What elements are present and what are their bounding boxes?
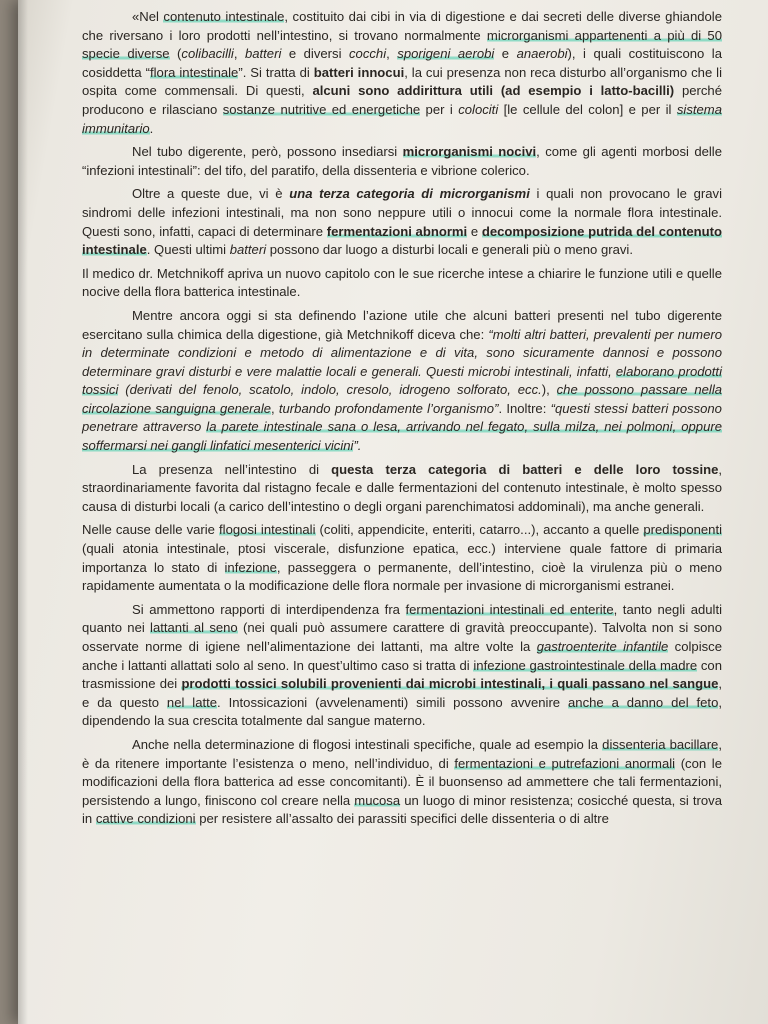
highlighted-text: predisponenti (643, 522, 722, 538)
text-segment: ( (118, 382, 130, 398)
text-segment: colociti (458, 101, 499, 117)
text-segment: , (386, 46, 398, 62)
text-segment: Mentre ancora oggi si sta definendo l’azione utile che alcuni batteri presenti nel tubo digerente esercitano sulla chimica della digestione, già Metchnikoff diceva che: (82, 307, 722, 342)
text-segment: e (494, 46, 517, 62)
text-segment: per i (420, 101, 459, 117)
highlighted-text: mucosa (354, 792, 401, 808)
paragraph (82, 736, 722, 829)
highlighted-text: flogosi intestinali (219, 522, 316, 538)
highlighted-text: elaborano prodotti tossici (82, 363, 722, 398)
highlighted-text: che possono passare nella circolazione sanguigna generale (82, 382, 723, 416)
text-segment: (nei quali può assumere carattere di gravità preoccupante). Talvolta non si sono osservate norme di igiene nell’alimentazione dei lattanti, ma altre volte la (82, 620, 722, 654)
text-segment: Il medico dr. Metchnikoff apriva un nuovo capitolo con le sue ricerche intese a chiarire le funzione utili e quelle nocive della flora batterica intestinale. (82, 265, 722, 300)
paragraph (82, 185, 722, 259)
paragraph (82, 143, 722, 180)
text-segment: ), i quali costituiscono la cosiddetta “ (82, 46, 722, 80)
book-page (18, 0, 768, 1024)
highlighted-text: decomposizione putrida del contenuto intestinale (82, 223, 723, 258)
text-segment: Anche nella determinazione di flogosi intestinali specifiche, quale ad esempio la (132, 736, 603, 752)
highlighted-text: sporigeni aerobi (397, 46, 495, 62)
page-gutter-shadow (18, 0, 28, 1024)
text-segment: perché producono e rilasciano (82, 83, 722, 117)
text-segment: questa terza categoria di batteri e delle loro tossine (331, 461, 719, 477)
text-segment: batteri innocui (313, 64, 405, 80)
text-segment: , dipendendo la sua crescita totalmente dal sangue materno. (82, 694, 722, 729)
text-segment: i quali non provocano le gravi sindromi delle infezioni intestinali, ma non sono neppure utili o innocui come la normale flora intestinale. Questi sono, infatti, capaci di determinare (82, 186, 723, 239)
highlighted-text: nel latte (166, 694, 218, 710)
text-segment: una terza categoria di microrganismi (289, 186, 530, 202)
highlighted-text: lattanti al seno (150, 620, 238, 636)
text-segment: “molti altri batteri, prevalenti per numero in determinate condizioni e metodo di alimentazione e di vita, sono sicuramente dannosi e possono determinare gravi disturbi e vere malattie locali e generali. Questi microbi intestinali, infatti, (82, 326, 723, 379)
text-segment: “questi stessi batteri possono penetrare attraverso (82, 400, 722, 435)
text-segment: , tanto negli adulti quanto nei (82, 601, 722, 636)
text-segment: La presenza nell’intestino di (132, 461, 332, 477)
highlighted-text: microrganismi nocivi (402, 144, 537, 160)
text-segment: colpisce anche i lattanti allattati solo al seno. In quest’ultimo caso si tratta di (82, 639, 722, 673)
text-segment: Si ammettono rapporti di interdipendenza fra (132, 601, 406, 617)
paragraph (82, 265, 722, 302)
text-segment: e (467, 223, 482, 239)
text-segment: cocchi (349, 46, 387, 62)
highlighted-text: microrganismi appartenenti a più di 50 specie diverse (82, 27, 722, 62)
text-segment: , (271, 400, 279, 416)
text-segment: [le cellule del colon] e per il (498, 101, 677, 117)
highlighted-text: fermentazioni e putrefazioni anormali (454, 755, 676, 771)
highlighted-text: prodotti tossici solubili provenienti dai microbi intestinali, i quali passano nel sangue (181, 676, 719, 692)
text-segment: . Inoltre: (498, 400, 551, 416)
paragraph (82, 461, 722, 517)
text-segment: (con le modificazioni della flora batterica ad esse concomitanti). È il buonsenso ad ammettere che tali fermentazioni, persistendo a lungo, finiscono col creare nella (82, 755, 722, 808)
text-segment: batteri (244, 46, 282, 62)
text-segment: colibacilli (181, 46, 234, 62)
page-body-text (82, 8, 722, 834)
text-segment: Nelle cause delle varie (82, 522, 220, 538)
text-segment: ”. Si tratta di (238, 64, 314, 80)
highlighted-text: la parete intestinale sana o lesa, arrivando nel fegato, sulla milza, nei polmoni, oppure soffermarsi nei gangli linfatici mesenterici vicini (82, 419, 722, 454)
text-segment: (quali atonia intestinale, ptosi viscerale, disfunzione epatica, ecc.) interviene quale fattore di primaria importanza lo stato di (82, 541, 722, 575)
paragraph (82, 521, 722, 595)
highlighted-text: infezione gastrointestinale della madre (473, 657, 698, 673)
highlighted-text: infezione (224, 559, 277, 575)
text-segment: anaerobi (516, 46, 568, 62)
text-segment: , come gli agenti morbosi delle “infezioni intestinali”: del tifo, del paratifo, della dissenteria e vibrione colerico. (82, 144, 722, 178)
highlighted-text: cattive condizioni (95, 811, 196, 827)
paragraph (82, 601, 722, 731)
text-segment: . (149, 120, 154, 136)
text-segment: per resistere all’assalto dei parassiti specifici delle dissenteria o di altre (195, 811, 609, 827)
highlighted-text: fermentazioni intestinali ed enterite (405, 601, 614, 617)
text-segment: . Intossicazioni (avvelenamenti) simili possono avvenire (217, 694, 569, 710)
text-segment: turbando profondamente l’organismo” (278, 400, 499, 416)
text-segment: ”. (353, 438, 362, 454)
highlighted-text: flora intestinale (149, 64, 239, 80)
text-segment: ( (169, 46, 182, 62)
highlighted-text: sistema immunitario (82, 101, 722, 136)
highlighted-text: sostanze nutritive ed energetiche (222, 101, 421, 117)
text-segment: «Nel (132, 9, 164, 24)
text-segment: ), (541, 382, 557, 398)
text-segment: con trasmissione dei (82, 657, 722, 692)
text-segment: derivati del fenolo, scatolo, indolo, cresolo, idrogeno solforato, ecc. (129, 382, 542, 398)
paragraph (82, 307, 722, 456)
text-segment: possono dar luogo a disturbi locali e generali più o meno gravi. (266, 242, 633, 258)
highlighted-text: fermentazioni abnormi (326, 223, 468, 239)
text-segment: , passeggera o permanente, dell’intestino, cioè la virulenza più o meno rapidamente aumentata o la modificazione delle flora normale per invasione di microrganismi estranei. (82, 559, 722, 594)
text-segment: , la cui presenza non reca disturbo all’organismo che li ospita come commensali. Di questi, (82, 64, 722, 99)
text-segment: alcuni sono addirittura utili (ad esempio i latto-bacilli) (312, 83, 675, 99)
highlighted-text: anche a danno del feto (568, 694, 719, 710)
text-segment: , e da questo (82, 676, 722, 710)
text-segment: e diversi (281, 46, 349, 62)
text-segment: Oltre a queste due, vi è (132, 186, 290, 202)
text-segment: , straordinariamente favorita dal ristagno fecale e dalle fermentazioni del contenuto intestinale, è molto spesso causa di disturbi locali (a carico dell’intestino o degli organi parenchimatosi addominali), ma anche generali. (82, 461, 723, 514)
text-segment: batteri (229, 242, 267, 258)
highlighted-text: dissenteria bacillare (602, 736, 719, 752)
text-segment: . Questi ultimi (146, 242, 230, 258)
paragraph (82, 8, 722, 138)
text-segment: un luogo di minor resistenza; cosicché questa, si trova in (82, 792, 722, 827)
highlighted-text: gastroenterite infantile (536, 639, 669, 654)
text-segment: , (233, 46, 245, 62)
text-segment: (coliti, appendicite, enteriti, catarro...), accanto a quelle (315, 522, 644, 538)
highlighted-text: contenuto intestinale (163, 9, 285, 24)
text-segment: , costituito dai cibi in via di digestione e dai secreti delle diverse ghiandole che riversano i loro prodotti nell’intestino, si trovano normalmente (82, 9, 722, 43)
text-segment: Nel tubo digerente, però, possono insediarsi (132, 144, 403, 160)
text-segment: , è da ritenere importante l’esistenza o meno, nell’individuo, di (82, 736, 722, 771)
